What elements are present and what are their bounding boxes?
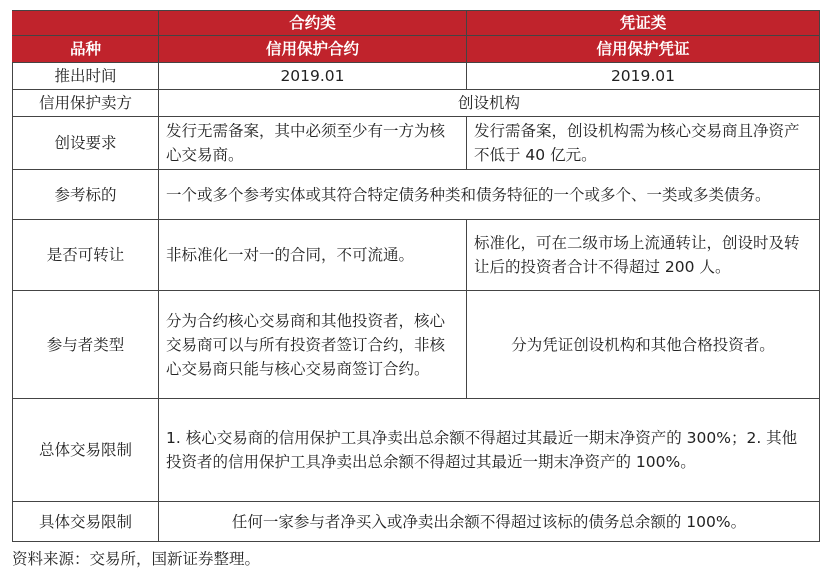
header-certificate-variety: 信用保护凭证 (467, 36, 820, 63)
source-note: 资料来源：交易所，国新证券整理。 (12, 550, 261, 568)
merged-cell: 任何一家参与者净买入或净卖出余额不得超过该标的债务总余额的 100%。 (159, 502, 820, 542)
merged-cell: 1. 核心交易商的信用保护工具净卖出总余额不得超过其最近一期末净资产的 300%；2. 其他投资者的信用保护工具净卖出总余额不得超过其最近一期末净资产的 100%。 (159, 399, 820, 502)
row-label: 参考标的 (13, 170, 159, 220)
header-corner-cell (13, 11, 159, 36)
table-row (13, 502, 820, 542)
table-row (13, 399, 820, 502)
table-row (13, 90, 820, 117)
row-label: 总体交易限制 (13, 399, 159, 502)
contract-cell: 分为合约核心交易商和其他投资者，核心交易商可以与所有投资者签订合约，非核心交易商只能与核心交易商签订合约。 (159, 291, 467, 399)
header-row-variety (13, 36, 820, 63)
certificate-cell: 发行需备案，创设机构需为核心交易商且净资产不低于 40 亿元。 (467, 117, 820, 170)
merged-cell: 一个或多个参考实体或其符合特定债务种类和债务特征的一个或多个、一类或多类债务。 (159, 170, 820, 220)
header-contract-category: 合约类 (159, 11, 467, 36)
header-variety-label: 品种 (13, 36, 159, 63)
header-contract-variety: 信用保护合约 (159, 36, 467, 63)
row-label: 推出时间 (13, 63, 159, 90)
merged-cell: 创设机构 (159, 90, 820, 117)
table-row (13, 170, 820, 220)
row-label: 具体交易限制 (13, 502, 159, 542)
table-row (13, 63, 820, 90)
row-label: 是否可转让 (13, 220, 159, 291)
contract-cell: 非标准化一对一的合同，不可流通。 (159, 220, 467, 291)
row-label: 信用保护卖方 (13, 90, 159, 117)
row-label: 创设要求 (13, 117, 159, 170)
row-label: 参与者类型 (13, 291, 159, 399)
contract-cell: 发行无需备案，其中必须至少有一方为核心交易商。 (159, 117, 467, 170)
table-row (13, 291, 820, 399)
certificate-cell: 分为凭证创设机构和其他合格投资者。 (467, 291, 820, 399)
contract-cell: 2019.01 (159, 63, 467, 90)
certificate-cell: 2019.01 (467, 63, 820, 90)
header-row-category (13, 11, 820, 36)
certificate-cell: 标准化，可在二级市场上流通转让，创设时及转让后的投资者合计不得超过 200 人。 (467, 220, 820, 291)
table-row (13, 220, 820, 291)
header-certificate-category: 凭证类 (467, 11, 820, 36)
table-row (13, 117, 820, 170)
comparison-table (12, 10, 820, 542)
